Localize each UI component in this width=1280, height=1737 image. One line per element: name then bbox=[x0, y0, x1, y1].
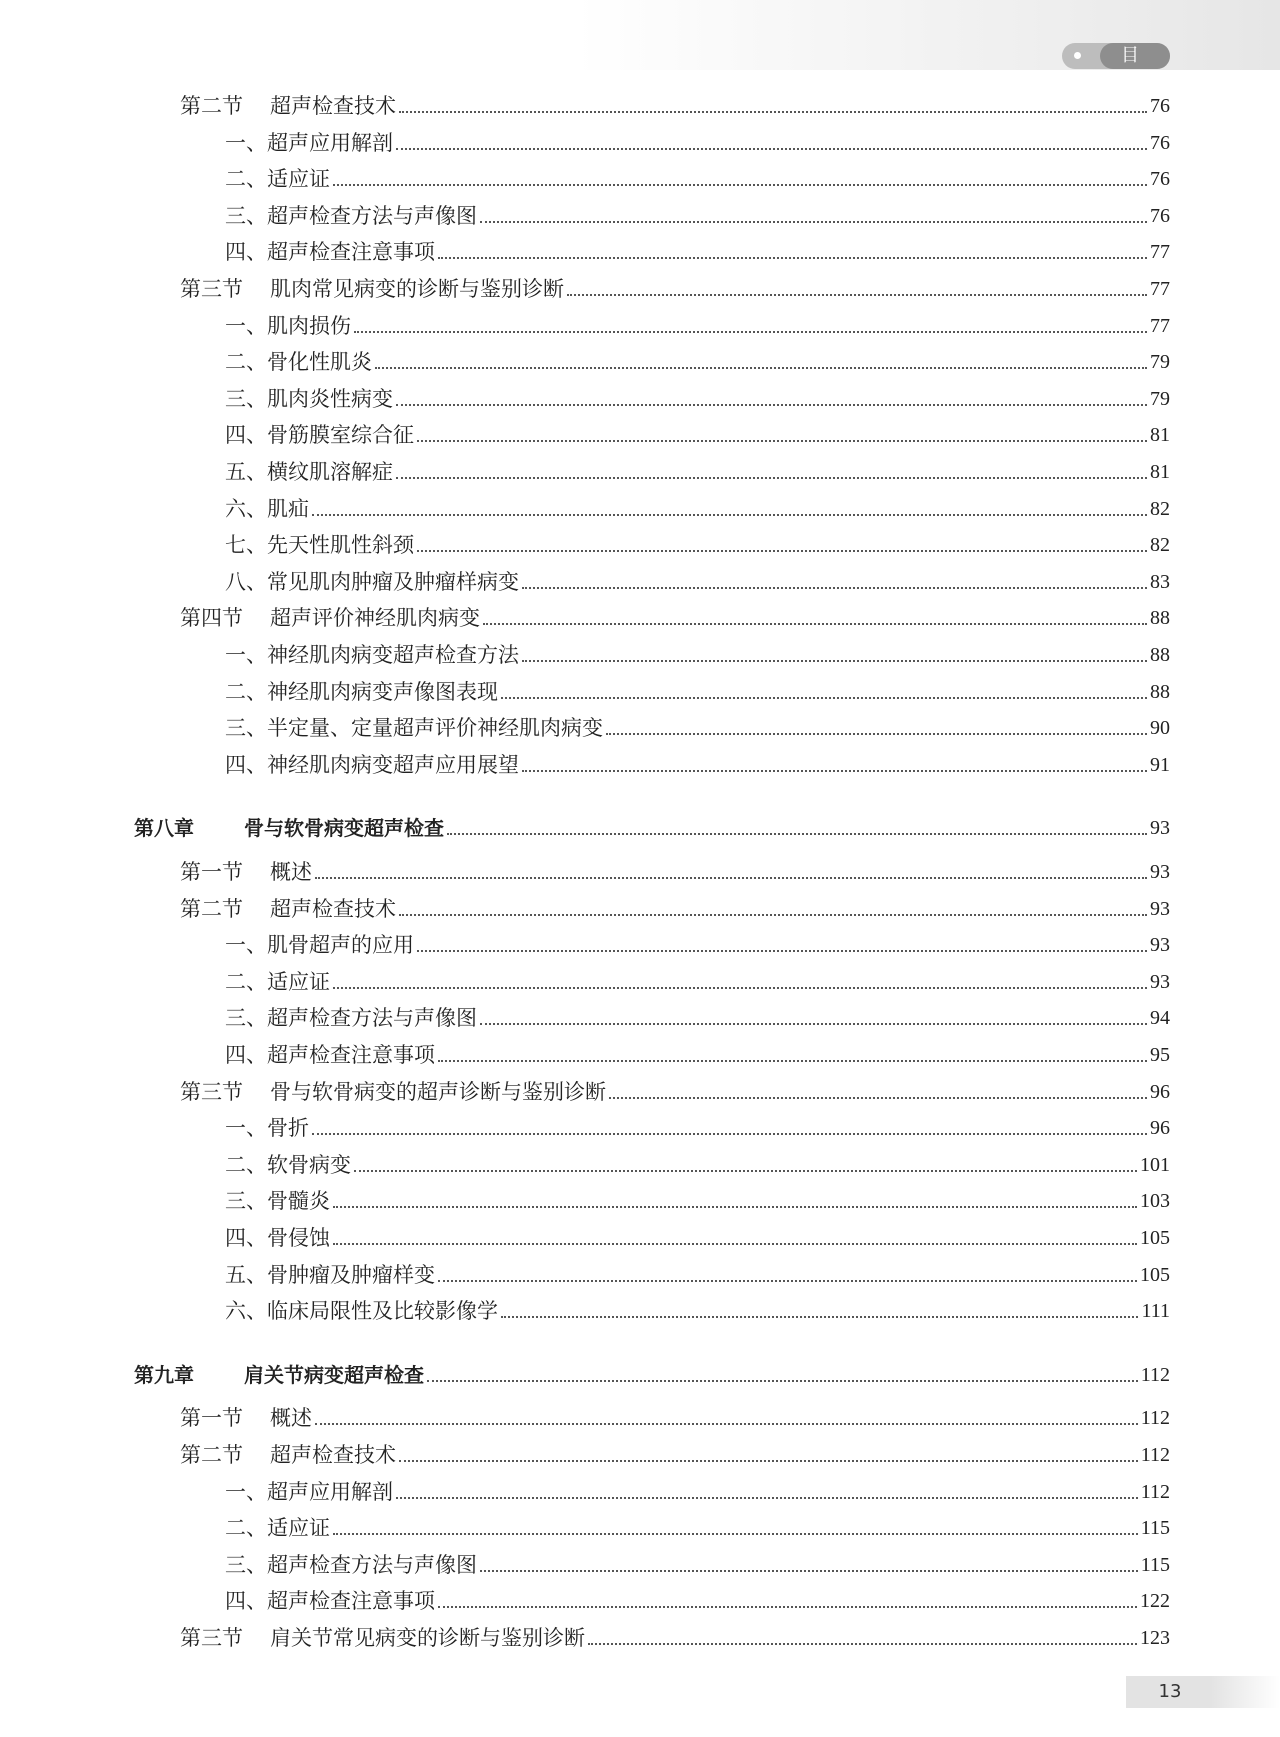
toc-entry-page: 115 bbox=[1140, 1554, 1170, 1576]
dot-leader bbox=[480, 1569, 1138, 1572]
dot-leader bbox=[312, 513, 1147, 516]
dot-leader bbox=[354, 330, 1147, 333]
toc-item[interactable] bbox=[225, 457, 1170, 487]
dot-leader bbox=[315, 876, 1147, 879]
toc-entry-page: 88 bbox=[1150, 681, 1170, 703]
dot-leader bbox=[501, 1315, 1138, 1318]
toc-entry-page: 91 bbox=[1150, 754, 1170, 776]
toc-entry-title: 四、超声检查注意事项 bbox=[225, 1589, 435, 1613]
toc-entry-number: 第八章 bbox=[134, 816, 194, 840]
toc-entry-title: 一、肌肉损伤 bbox=[225, 314, 351, 338]
toc-entry-page: 123 bbox=[1140, 1627, 1170, 1649]
toc-entry-page: 115 bbox=[1140, 1517, 1170, 1539]
toc-entry-title: 超声检查技术 bbox=[270, 897, 396, 921]
dot-leader bbox=[399, 110, 1147, 113]
toc-entry-page: 82 bbox=[1150, 498, 1170, 520]
dot-leader bbox=[333, 1205, 1137, 1208]
toc-item[interactable] bbox=[225, 1040, 1170, 1070]
toc-entry-title: 超声检查技术 bbox=[270, 94, 396, 118]
dot-leader bbox=[396, 403, 1147, 406]
toc-entry-title: 二、适应证 bbox=[225, 167, 330, 191]
toc-item[interactable] bbox=[225, 384, 1170, 414]
toc-entry-title: 一、超声应用解剖 bbox=[225, 131, 393, 155]
toc-entry-title: 五、横纹肌溶解症 bbox=[225, 460, 393, 484]
toc-entry-title: 一、骨折 bbox=[225, 1116, 309, 1140]
toc-entry-title: 三、超声检查方法与声像图 bbox=[225, 1006, 477, 1030]
toc-entry-number: 第三节 bbox=[180, 1080, 243, 1104]
dot-leader bbox=[354, 1169, 1137, 1172]
toc-section[interactable] bbox=[180, 1623, 1170, 1653]
toc-item[interactable] bbox=[225, 1586, 1170, 1616]
toc-entry-page: 112 bbox=[1140, 1481, 1170, 1503]
toc-item[interactable] bbox=[225, 494, 1170, 524]
toc-entry-title: 三、超声检查方法与声像图 bbox=[225, 204, 477, 228]
toc-entry-title: 六、临床局限性及比较影像学 bbox=[225, 1299, 498, 1323]
toc-item[interactable] bbox=[225, 1186, 1170, 1216]
bullet-dot-icon bbox=[1074, 52, 1081, 59]
dot-leader bbox=[522, 659, 1147, 662]
toc-entry-page: 96 bbox=[1150, 1081, 1170, 1103]
toc-entry-page: 82 bbox=[1150, 534, 1170, 556]
toc-item[interactable] bbox=[225, 1003, 1170, 1033]
toc-item[interactable] bbox=[225, 640, 1170, 670]
toc-entry-title: 三、骨髓炎 bbox=[225, 1189, 330, 1213]
toc-entry-page: 76 bbox=[1150, 168, 1170, 190]
dot-leader bbox=[312, 1132, 1147, 1135]
toc-section[interactable] bbox=[180, 857, 1170, 887]
toc-item[interactable] bbox=[225, 530, 1170, 560]
toc-section[interactable] bbox=[180, 274, 1170, 304]
toc-entry-page: 76 bbox=[1150, 95, 1170, 117]
toc-entry-number: 第二节 bbox=[180, 1443, 243, 1467]
dot-leader bbox=[333, 1532, 1138, 1535]
toc-entry-page: 105 bbox=[1140, 1264, 1170, 1286]
toc-chapter[interactable] bbox=[134, 813, 1170, 843]
toc-entry-title: 四、神经肌肉病变超声应用展望 bbox=[225, 753, 519, 777]
toc-item[interactable] bbox=[225, 164, 1170, 194]
toc-entry-title: 七、先天性肌性斜颈 bbox=[225, 533, 414, 557]
toc-entry-title: 三、半定量、定量超声评价神经肌肉病变 bbox=[225, 716, 603, 740]
toc-item[interactable] bbox=[225, 967, 1170, 997]
toc-entry-number: 第九章 bbox=[134, 1363, 194, 1387]
toc-entry-page: 94 bbox=[1150, 1007, 1170, 1029]
dot-leader bbox=[609, 1096, 1147, 1099]
toc-entry-page: 79 bbox=[1150, 351, 1170, 373]
toc-item[interactable] bbox=[225, 930, 1170, 960]
toc-entry-page: 81 bbox=[1150, 461, 1170, 483]
toc-entry-number: 第四节 bbox=[180, 606, 243, 630]
toc-entry-title: 骨与软骨病变超声检查 bbox=[244, 816, 444, 840]
toc-item[interactable] bbox=[225, 1296, 1170, 1326]
toc-entry-title: 四、骨筋膜室综合征 bbox=[225, 423, 414, 447]
toc-item[interactable] bbox=[225, 311, 1170, 341]
toc-entry-page: 112 bbox=[1140, 1444, 1170, 1466]
toc-entry-page: 81 bbox=[1150, 424, 1170, 446]
dot-leader bbox=[375, 366, 1147, 369]
toc-item[interactable] bbox=[225, 750, 1170, 780]
toc-entry-page: 88 bbox=[1150, 607, 1170, 629]
toc-entry-number: 第三节 bbox=[180, 1626, 243, 1650]
dot-leader bbox=[396, 476, 1147, 479]
toc-entry-title: 五、骨肿瘤及肿瘤样变 bbox=[225, 1263, 435, 1287]
header-label: 目 录 bbox=[1100, 43, 1170, 69]
toc-entry-title: 二、骨化性肌炎 bbox=[225, 350, 372, 374]
toc-item[interactable] bbox=[225, 567, 1170, 597]
toc-entry-page: 93 bbox=[1150, 971, 1170, 993]
toc-entry-title: 概述 bbox=[270, 1406, 312, 1430]
dot-leader bbox=[417, 949, 1147, 952]
toc-entry-title: 三、肌肉炎性病变 bbox=[225, 387, 393, 411]
toc-entry-title: 三、超声检查方法与声像图 bbox=[225, 1553, 477, 1577]
dot-leader bbox=[567, 293, 1147, 296]
dot-leader bbox=[417, 549, 1147, 552]
dot-leader bbox=[480, 1022, 1147, 1025]
toc-entry-number: 第三节 bbox=[180, 277, 243, 301]
toc-entry-title: 一、超声应用解剖 bbox=[225, 1480, 393, 1504]
toc-entry-title: 二、适应证 bbox=[225, 970, 330, 994]
dot-leader bbox=[396, 1496, 1138, 1499]
dot-leader bbox=[438, 1605, 1137, 1608]
toc-item[interactable] bbox=[225, 1513, 1170, 1543]
toc-entry-title: 肩关节常见病变的诊断与鉴别诊断 bbox=[270, 1626, 585, 1650]
toc-entry-number: 第一节 bbox=[180, 860, 243, 884]
toc-item[interactable] bbox=[225, 1550, 1170, 1580]
dot-leader bbox=[438, 1279, 1137, 1282]
dot-leader bbox=[447, 832, 1147, 835]
toc-entry-title: 四、超声检查注意事项 bbox=[225, 240, 435, 264]
toc-section[interactable] bbox=[180, 91, 1170, 121]
toc-section[interactable] bbox=[180, 1077, 1170, 1107]
dot-leader bbox=[522, 586, 1147, 589]
dot-leader bbox=[315, 1422, 1138, 1425]
toc-entry-page: 83 bbox=[1150, 571, 1170, 593]
toc-item[interactable] bbox=[225, 713, 1170, 743]
dot-leader bbox=[480, 220, 1147, 223]
toc-item[interactable] bbox=[225, 1477, 1170, 1507]
dot-leader bbox=[399, 1459, 1138, 1462]
toc-entry-page: 93 bbox=[1150, 861, 1170, 883]
dot-leader bbox=[396, 147, 1147, 150]
toc-item[interactable] bbox=[225, 1260, 1170, 1290]
toc-item[interactable] bbox=[225, 1223, 1170, 1253]
dot-leader bbox=[427, 1379, 1138, 1382]
toc-section[interactable] bbox=[180, 894, 1170, 924]
dot-leader bbox=[438, 1059, 1147, 1062]
toc-item[interactable] bbox=[225, 128, 1170, 158]
toc-entry-page: 76 bbox=[1150, 132, 1170, 154]
toc-chapter[interactable] bbox=[134, 1360, 1170, 1390]
dot-leader bbox=[333, 1242, 1137, 1245]
toc-entry-title: 超声评价神经肌肉病变 bbox=[270, 606, 480, 630]
toc-entry-number: 第二节 bbox=[180, 94, 243, 118]
toc-entry-title: 二、神经肌肉病变声像图表现 bbox=[225, 680, 498, 704]
toc-section[interactable] bbox=[180, 1440, 1170, 1470]
dot-leader bbox=[333, 183, 1147, 186]
toc-entry-title: 概述 bbox=[270, 860, 312, 884]
toc-item[interactable] bbox=[225, 420, 1170, 450]
toc-entry-title: 肩关节病变超声检查 bbox=[244, 1363, 424, 1387]
dot-leader bbox=[417, 439, 1147, 442]
toc-entry-page: 93 bbox=[1150, 898, 1170, 920]
toc-entry-page: 96 bbox=[1150, 1117, 1170, 1139]
dot-leader bbox=[588, 1642, 1137, 1645]
toc-entry-page: 90 bbox=[1150, 717, 1170, 739]
dot-leader bbox=[399, 913, 1147, 916]
toc-item[interactable] bbox=[225, 677, 1170, 707]
toc-entry-number: 第一节 bbox=[180, 1406, 243, 1430]
toc-item[interactable] bbox=[225, 1113, 1170, 1143]
toc-item[interactable] bbox=[225, 1150, 1170, 1180]
dot-leader bbox=[333, 986, 1147, 989]
toc-entry-page: 111 bbox=[1141, 1300, 1170, 1322]
dot-leader bbox=[606, 732, 1147, 735]
toc-entry-page: 77 bbox=[1150, 241, 1170, 263]
toc-item[interactable] bbox=[225, 237, 1170, 267]
toc-entry-page: 88 bbox=[1150, 644, 1170, 666]
toc-section[interactable] bbox=[180, 603, 1170, 633]
footer-page-number: 13 bbox=[1158, 1681, 1182, 1702]
dot-leader bbox=[501, 696, 1147, 699]
toc-entry-number: 第二节 bbox=[180, 897, 243, 921]
toc-entry-title: 骨与软骨病变的超声诊断与鉴别诊断 bbox=[270, 1080, 606, 1104]
dot-leader bbox=[522, 769, 1147, 772]
toc-entry-title: 一、神经肌肉病变超声检查方法 bbox=[225, 643, 519, 667]
toc-section[interactable] bbox=[180, 1403, 1170, 1433]
toc-entry-title: 八、常见肌肉肿瘤及肿瘤样病变 bbox=[225, 570, 519, 594]
toc-entry-page: 93 bbox=[1150, 934, 1170, 956]
toc-entry-title: 四、超声检查注意事项 bbox=[225, 1043, 435, 1067]
toc-entry-title: 一、肌骨超声的应用 bbox=[225, 933, 414, 957]
dot-leader bbox=[483, 622, 1147, 625]
toc-item[interactable] bbox=[225, 201, 1170, 231]
toc-entry-page: 77 bbox=[1150, 278, 1170, 300]
dot-leader bbox=[438, 256, 1147, 259]
toc-entry-page: 76 bbox=[1150, 205, 1170, 227]
toc-item[interactable] bbox=[225, 347, 1170, 377]
toc-entry-page: 77 bbox=[1150, 315, 1170, 337]
toc-entry-title: 二、适应证 bbox=[225, 1516, 330, 1540]
toc-entry-title: 二、软骨病变 bbox=[225, 1153, 351, 1177]
toc-entry-title: 六、肌疝 bbox=[225, 497, 309, 521]
toc-entry-page: 95 bbox=[1150, 1044, 1170, 1066]
toc-entry-title: 超声检查技术 bbox=[270, 1443, 396, 1467]
toc-entry-page: 93 bbox=[1150, 817, 1170, 839]
toc-entry-page: 112 bbox=[1140, 1364, 1170, 1386]
toc-entry-title: 四、骨侵蚀 bbox=[225, 1226, 330, 1250]
toc-entry-page: 103 bbox=[1140, 1190, 1170, 1212]
toc-entry-title: 肌肉常见病变的诊断与鉴别诊断 bbox=[270, 277, 564, 301]
toc-entry-page: 101 bbox=[1140, 1154, 1170, 1176]
toc-entry-page: 105 bbox=[1140, 1227, 1170, 1249]
toc-entry-page: 79 bbox=[1150, 388, 1170, 410]
toc-entry-page: 122 bbox=[1140, 1590, 1170, 1612]
toc-entry-page: 112 bbox=[1140, 1407, 1170, 1429]
